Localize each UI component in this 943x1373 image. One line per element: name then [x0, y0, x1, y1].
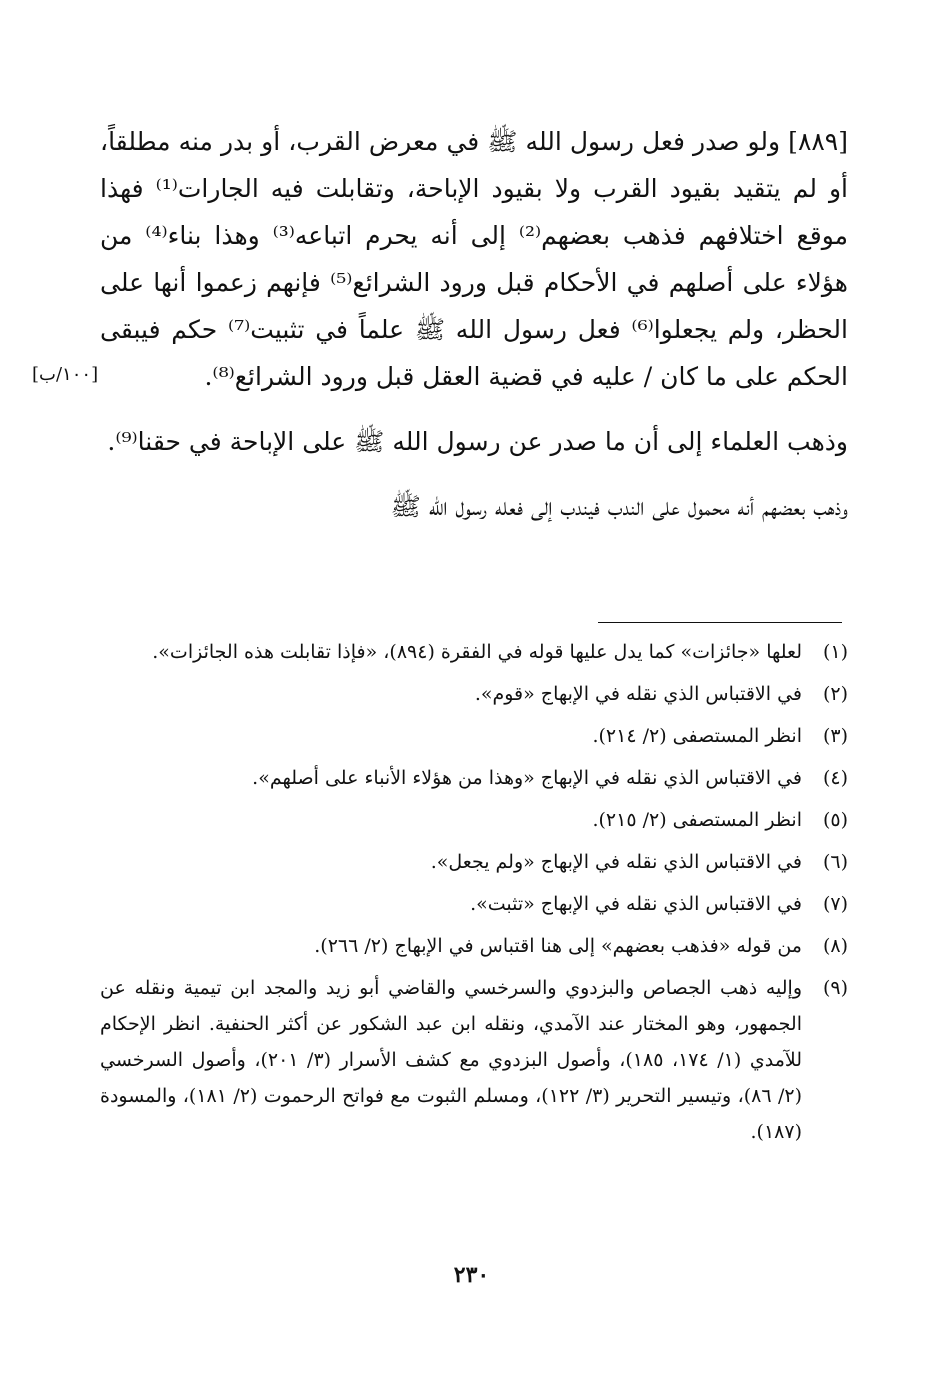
footnote-number: (٣) — [822, 725, 848, 747]
footnote-text: وإليه ذهب الجصاص والبزدوي والسرخسي والقاضي أبو زيد والمجد ابن تيمية ونقله عن الجمهور، وهو المختار عند الآمدي، ونقله ابن عبد الشكور عن أكثر الحنفية. انظر الإحكام للآمدي (١/ ١٧٤، ١٨٥)، وأصول البزدوي مع كشف الأسرار (٣/ ٢٠١)، وأصول السرخسي (٢/ ٨٦)، وتيسير التحرير (٣/ ١٢٢)، ومسلم الثبوت مع فواتح الرحموت (٢/ ١٨١)، والمسودة (١٨٧). — [100, 977, 803, 1143]
paragraph-1: [٨٨٩] ولو صدر فعل رسول الله ﷺ في معرض القرب، أو بدر منه مطلقاً، أو لم يتقيد بقيود القرب ولا بقيود الإباحة، وتقابلت فيه الجارات⁽¹⁾ فهذا موقع اختلافهم فذهب بعضهم⁽²⁾ إلى أنه يحرم اتباعه⁽³⁾ وهذا بناء⁽⁴⁾ من هؤلاء على أصلهم في الأحكام قبل ورود الشرائع⁽⁵⁾ فإنهم زعموا أنها على الحظر، ولم يجعلوا⁽⁶⁾ فعل رسول الله ﷺ علماً في تثبيت⁽⁷⁾ حكم فيبقى الحكم على ما كان / عليه في قضية العقل قبل ورود الشرائع⁽⁸⁾. — [100, 127, 849, 391]
footnote-text: في الاقتباس الذي نقله في الإبهاج «ولم يجعل». — [430, 851, 802, 873]
footnotes-list — [100, 634, 848, 1156]
footnote-6 — [100, 844, 848, 880]
footnote-number: (٧) — [822, 893, 848, 915]
footnote-text: في الاقتباس الذي نقله في الإبهاج «تثبت». — [470, 893, 802, 915]
footnote-2 — [100, 676, 848, 712]
footnote-text: انظر المستصفى (٢/ ٢١٤). — [592, 725, 802, 747]
footnote-1 — [100, 634, 848, 670]
footnote-5 — [100, 802, 848, 838]
footnote-number: (٦) — [822, 851, 848, 873]
footnote-number: (٥) — [822, 809, 848, 831]
footnote-number: (٤) — [822, 767, 848, 789]
page-number: ٢٣٠ — [453, 1262, 490, 1288]
footnote-3 — [100, 718, 848, 754]
footnote-number: (١) — [822, 641, 848, 663]
footnote-text: انظر المستصفى (٢/ ٢١٥). — [592, 809, 802, 831]
footnote-text: في الاقتباس الذي نقله في الإبهاج «وهذا من هؤلاء الأنباء على أصلهم». — [252, 767, 802, 789]
footnote-9 — [100, 970, 848, 1150]
footnote-4 — [100, 760, 848, 796]
footnote-text: لعلها «جائزات» كما يدل عليها قوله في الفقرة (٨٩٤)، «فإذا تقابلت هذه الجائزات». — [152, 641, 802, 663]
footnote-divider — [598, 622, 842, 623]
paragraph-3: وذهب بعضهم أنه محمول على الندب فيندب إلى فعله رسول الله ﷺ — [390, 492, 848, 521]
footnote-number: (٩) — [822, 977, 848, 999]
footnote-number: (٨) — [822, 935, 848, 957]
footnote-number: (٢) — [822, 683, 848, 705]
footnote-text: من قوله «فذهب بعضهم» إلى هنا اقتباس في الإبهاج (٢/ ٢٦٦). — [314, 935, 802, 957]
footnote-text: في الاقتباس الذي نقله في الإبهاج «قوم». — [474, 683, 802, 705]
footnote-8 — [100, 928, 848, 964]
main-text — [100, 118, 848, 548]
paragraph-2: وذهب العلماء إلى أن ما صدر عن رسول الله ﷺ على الإباحة في حقنا⁽⁹⁾. — [107, 427, 848, 456]
footnote-7 — [100, 886, 848, 922]
margin-folio-reference: [١٠٠/ب] — [32, 364, 99, 385]
